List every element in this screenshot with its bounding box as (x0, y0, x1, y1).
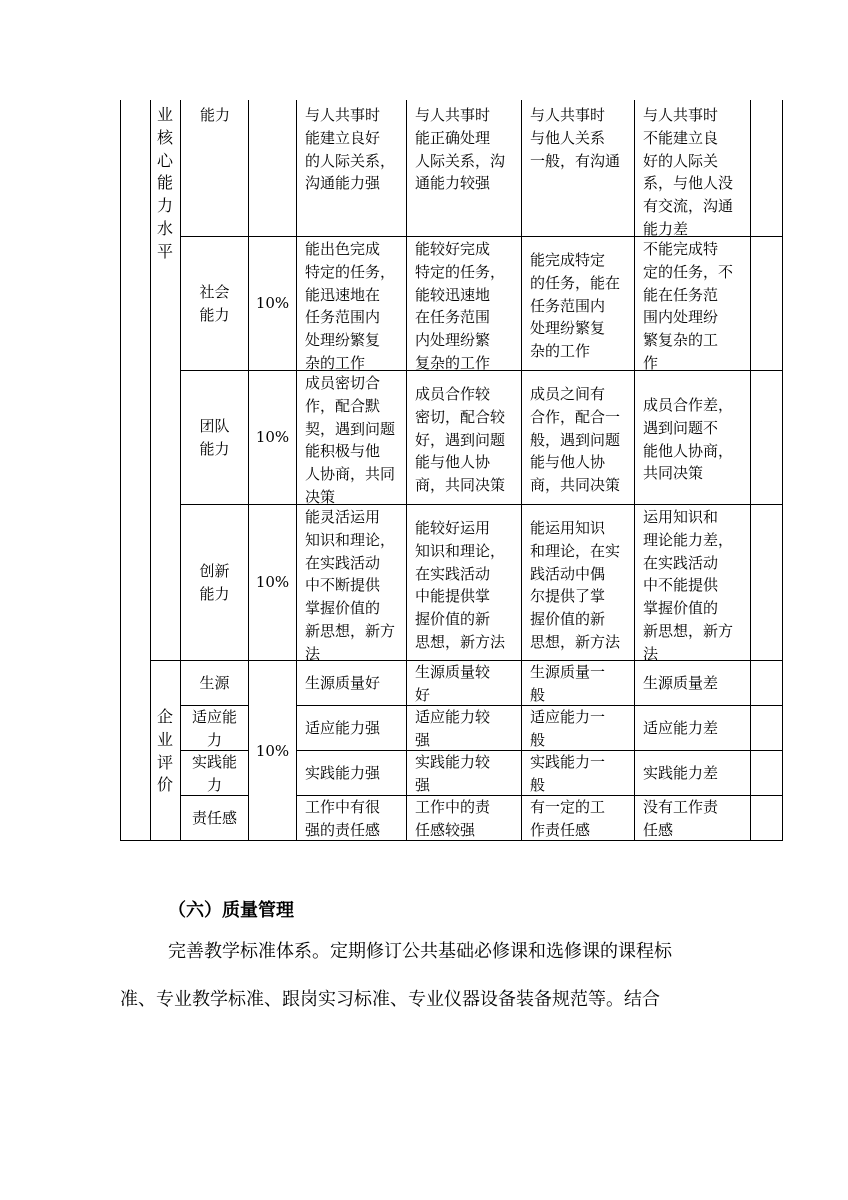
section-heading: （六）质量管理 (168, 900, 294, 921)
level-fair-cell: 与人共事时 与他人关系 一般，有沟通 (530, 106, 621, 170)
level-good-cell: 工作中的责 任感较强 (415, 798, 491, 839)
table-vline (634, 100, 635, 841)
table-vline (248, 100, 249, 841)
table-vline (296, 100, 297, 841)
level-excellent-cell: 工作中有很 强的责任感 (305, 798, 381, 839)
level-good-cell: 能较好运用 知识和理论， 在实践活动 中能提供掌 握价值的新 思想，新方法 (415, 519, 506, 651)
table-vline (750, 100, 751, 841)
item-cell: 能力 (200, 106, 231, 124)
level-poor-cell: 成员合作差， 遇到问题不 能他人协商， 共同决策 (643, 396, 734, 483)
weight-cell: 10% (255, 428, 290, 446)
weight-cell: 10% (255, 294, 290, 312)
level-good-cell: 生源质量较 好 (415, 663, 491, 704)
level-good-cell: 与人共事时 能正确处理 人际关系，沟 通能力较强 (415, 106, 506, 193)
table-hline (180, 504, 782, 505)
level-poor-cell: 实践能力差 (643, 764, 719, 782)
level-poor-cell: 不能完成特 定的任务，不 能在任务范 围内处理纷 繁复杂的工 作 (643, 240, 734, 372)
table-border-left (120, 100, 121, 841)
level-excellent-cell: 与人共事时 能建立良好 的人际关系， 沟通能力强 (305, 106, 396, 193)
level-fair-cell: 实践能力一 般 (530, 753, 606, 794)
level-poor-cell: 与人共事时 不能建立良 好的人际关 系，与他人没 有交流，沟通 能力差 (643, 106, 734, 238)
level-fair-cell: 能完成特定 的任务，能在 任务范围内 处理纷繁复 杂的工作 (530, 251, 621, 361)
level-excellent-cell: 能出色完成 特定的任务， 能迅速地在 任务范围内 处理纷繁复 杂的工作 (305, 240, 396, 372)
item-cell: 创新 能力 (199, 562, 230, 603)
item-cell: 责任感 (191, 809, 237, 827)
level-fair-cell: 适应能力一 般 (530, 708, 606, 749)
level-poor-cell: 没有工作责 任感 (643, 798, 719, 839)
group-label-enterprise: 企 业 评 价 (156, 707, 173, 795)
level-poor-cell: 生源质量差 (643, 674, 719, 692)
paragraph-line: 准、专业教学标准、跟岗实习标准、专业仪器设备装备规范等。结合 (120, 989, 660, 1010)
level-poor-cell: 适应能力差 (643, 719, 719, 737)
table-vline (406, 100, 407, 841)
item-cell: 生源 (199, 674, 230, 692)
level-fair-cell: 成员之间有 合作，配合一 般，遇到问题 能与他人协 商，共同决策 (530, 385, 621, 495)
group-label-core: 业 核 心 能 力 水 平 (156, 105, 173, 261)
table-vline (521, 100, 522, 841)
item-cell: 团队 能力 (199, 417, 230, 458)
level-excellent-cell: 成员密切合 作，配合默 契，遇到问题 能积极与他 人协商，共同 决策 (305, 374, 396, 506)
level-fair-cell: 生源质量一 般 (530, 663, 606, 704)
table-vline (150, 100, 151, 841)
enterprise-weight-cell: 10% (255, 742, 290, 760)
level-good-cell: 适应能力较 强 (415, 708, 491, 749)
level-excellent-cell: 能灵活运用 知识和理论， 在实践活动 中不断提供 掌握价值的 新思想，新方 法 (305, 508, 396, 663)
level-excellent-cell: 适应能力强 (305, 719, 381, 737)
level-good-cell: 成员合作较 密切，配合较 好，遇到问题 能与他人协 商，共同决策 (415, 385, 506, 495)
level-good-cell: 能较好完成 特定的任务， 能较迅速地 在任务范围 内处理纷繁 复杂的工作 (415, 240, 506, 372)
level-fair-cell: 能运用知识 和理论，在实 践活动中偶 尔提供了掌 握价值的新 思想，新方法 (530, 519, 621, 651)
item-cell: 社会 能力 (199, 283, 230, 324)
level-excellent-cell: 生源质量好 (305, 674, 381, 692)
level-poor-cell: 运用知识和 理论能力差， 在实践活动 中不能提供 掌握价值的 新思想，新方 法 (643, 508, 734, 663)
item-cell: 实践能 力 (191, 753, 237, 794)
weight-cell: 10% (255, 573, 290, 591)
item-cell: 适应能 力 (191, 708, 237, 749)
table-border-right (782, 100, 783, 841)
paragraph-line: 完善教学标准体系。定期修订公共基础必修课和选修课的课程标 (168, 941, 672, 962)
level-excellent-cell: 实践能力强 (305, 764, 381, 782)
level-fair-cell: 有一定的工 作责任感 (530, 798, 606, 839)
level-good-cell: 实践能力较 强 (415, 753, 491, 794)
